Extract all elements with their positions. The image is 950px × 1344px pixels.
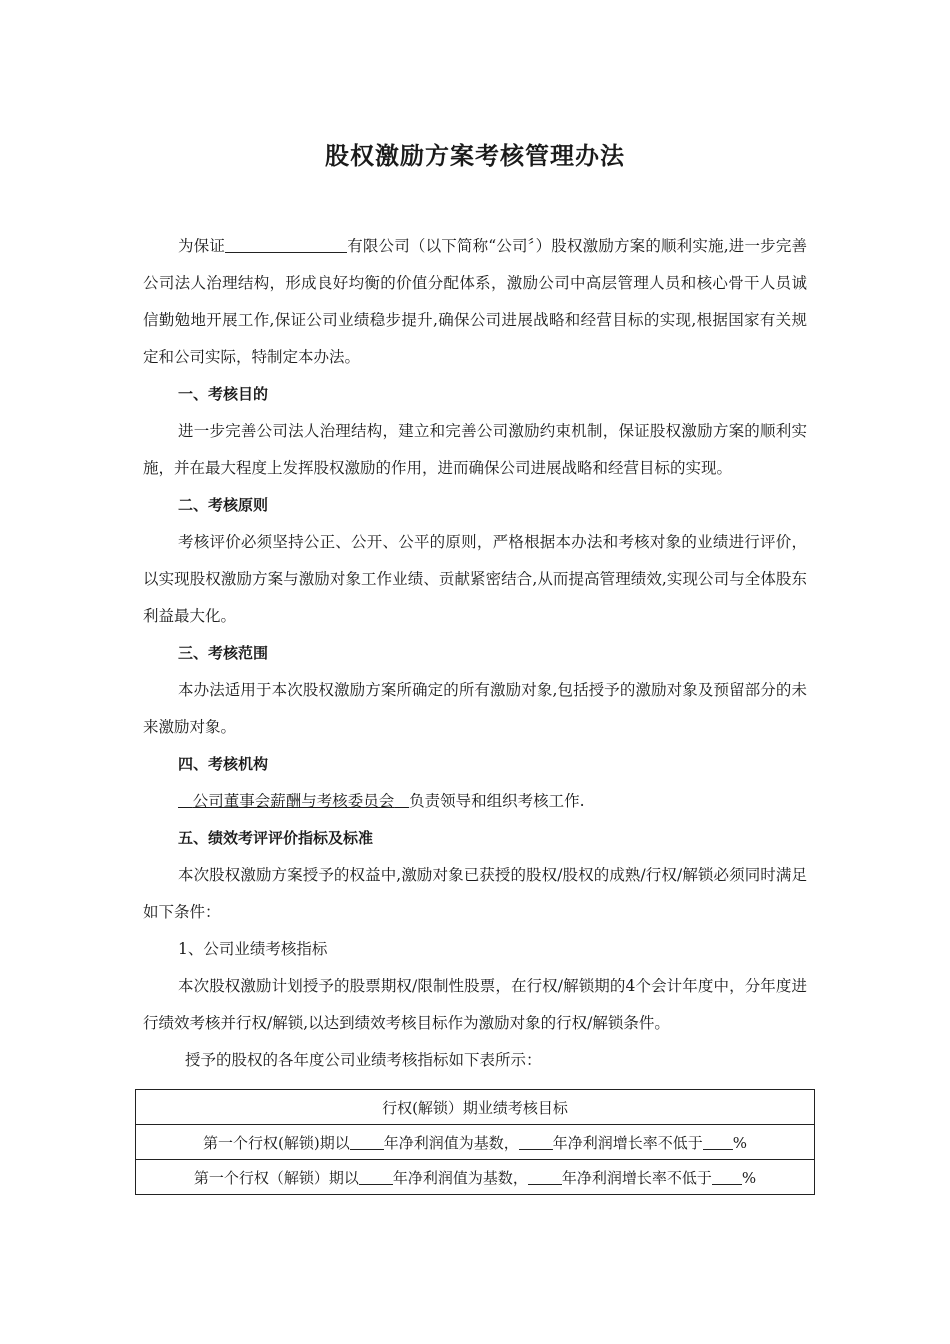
section-5-sub1-heading: 1、公司业绩考核指标 [178,940,328,958]
year-blank [528,1168,562,1185]
section-5-text: 本次股权激励方案授予的权益中,激励对象已获授的股权/股权的成熟/行权/解锁必须同时满足如下条件： [143,866,807,921]
section-1-heading: 一、考核目的 [178,385,269,403]
section-3-heading: 三、考核范围 [178,644,269,662]
performance-table [135,1089,815,1195]
section-2-text: 考核评价必须坚持公正、公开、公平的原则，严格根据本办法和考核对象的业绩进行评价，以实现股权激励方案与激励对象工作业绩、贡献紧密结合,从而提高管理绩效,实现公司与全体股东利益最大化。 [143,533,807,625]
year-blank [359,1168,393,1185]
section-3-text: 本办法适用于本次股权激励方案所确定的所有激励对象,包括授予的激励对象及预留部分的未来激励对象。 [143,681,807,736]
percent-blank [703,1133,733,1150]
table-cell [136,1160,815,1195]
row-text: 年净利润值为基数， [392,1168,528,1187]
row-text: 第一个行权(解锁)期以 [202,1133,350,1152]
row-text: 第一个行权（解锁）期以 [193,1168,359,1187]
table-cell [136,1125,815,1160]
intro-paragraph [143,228,807,376]
committee-name-text: 公司董事会薪酬与考核委员会 [192,792,395,810]
intro-prefix: 为保证 [178,237,226,255]
committee-name [178,792,409,810]
section-1-text: 进一步完善公司法人治理结构，建立和完善公司激励约束机制，保证股权激励方案的顺利实施，并在最大程度上发挥股权激励的作用，进而确保公司进展战略和经营目标的实现。 [143,422,807,477]
section-5-sub1-text: 本次股权激励计划授予的股票期权/限制性股票，在行权/解锁期的4个会计年度中，分年度进行绩效考核并行权/解锁,以达到绩效考核目标作为激励对象的行权/解锁条件。 [143,977,807,1032]
percent-sign: % [732,1133,747,1152]
table-intro: 授予的股权的各年度公司业绩考核指标如下表所示： [185,1051,542,1069]
percent-sign: % [741,1168,757,1187]
row-text: 年净利润增长率不低于 [552,1133,703,1152]
intro-text: 有限公司（以下简称“公司〞）股权激励方案的顺利实施,进一步完善公司法人治理结构，形成良好均衡的价值分配体系，激励公司中高层管理人员和核心骨干人员诚信勤勉地开展工作,保证公司业绩稳步提升,确保公司进展战略和经营目标的实现,根据国家有关规定和公司实际，特制定本办法。 [143,237,807,366]
row-text: 年净利润值为基数， [383,1133,519,1152]
section-4-text [143,783,807,820]
document-title: 股权激励方案考核管理办法 [325,142,625,170]
document-body [143,228,807,1079]
table-row [136,1160,815,1195]
table-header-row [136,1090,815,1125]
table-row [136,1125,815,1160]
section-4-rest: 负责领导和组织考核工作. [409,792,585,810]
section-4-heading: 四、考核机构 [178,755,269,773]
year-blank [519,1133,553,1150]
section-5-heading: 五、绩效考评评价指标及标准 [178,829,374,847]
company-name-blank [225,236,347,253]
section-2-heading: 二、考核原则 [178,496,269,514]
row-text: 年净利润增长率不低于 [561,1168,712,1187]
year-blank [350,1133,384,1150]
table-header-cell: 行权(解锁）期业绩考核目标 [136,1090,815,1125]
percent-blank [712,1168,742,1185]
